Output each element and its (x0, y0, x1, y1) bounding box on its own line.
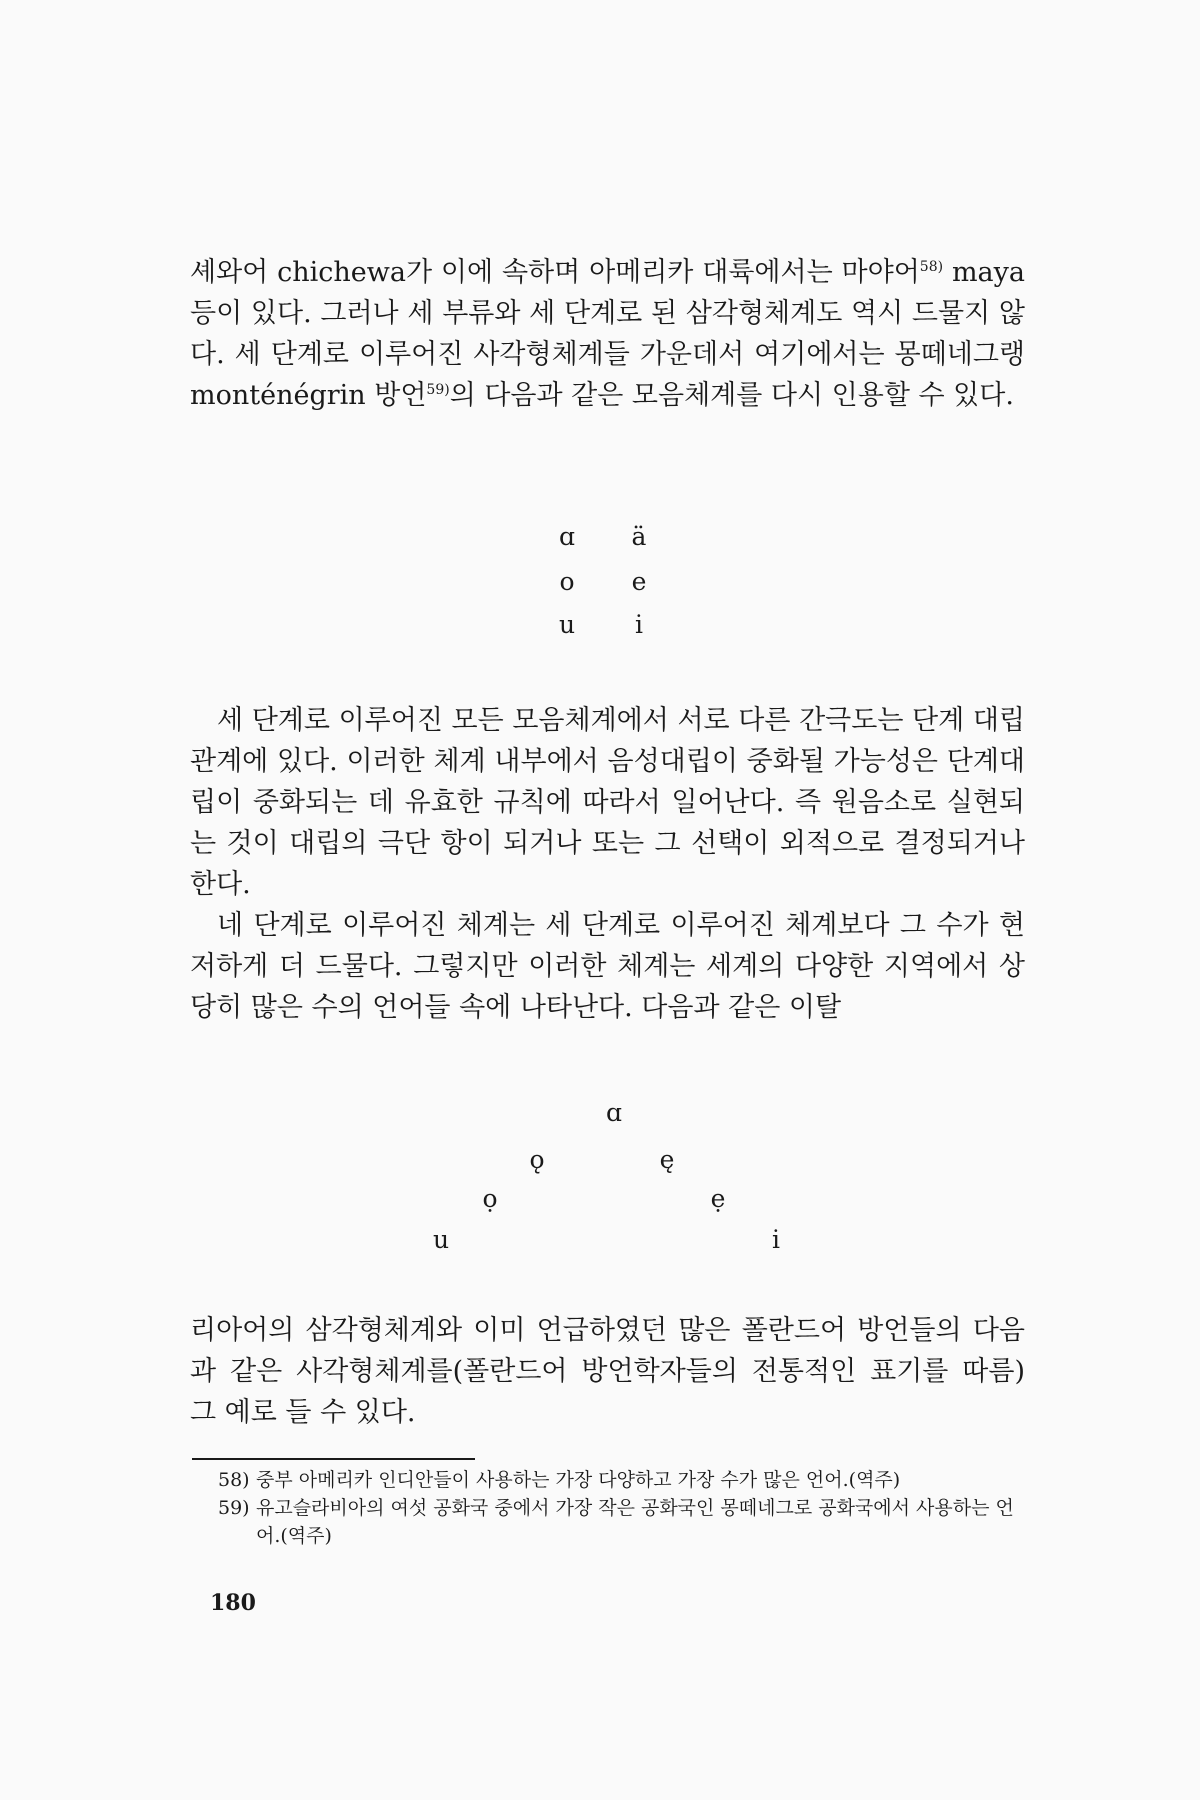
vowel-a-umlaut: ä (631, 522, 647, 551)
paragraph-3-text: 네 단계로 이루어진 체계는 세 단계로 이루어진 체계보다 그 수가 현저하게 더 드물다. 그렇지만 이러한 체계는 세계의 다양한 지역에서 상당히 많은 수의 언어들 속에 나타난다. 다음과 같은 이탈 (190, 910, 1025, 1023)
paragraph-4 (190, 1310, 1025, 1433)
footnote-text: 유고슬라비아의 여섯 공화국 중에서 가장 작은 공화국인 몽떼네그로 공화국에서 사용하는 언어.(역주) (256, 1497, 1014, 1547)
footnote-number: 58) (218, 1469, 250, 1491)
vowel-a: ɑ (558, 522, 575, 551)
page-number: 180 (210, 1590, 256, 1616)
paragraph-1-text-b: maya 등이 있다. 그러나 세 부류와 세 단계로 된 삼각형체계도 역시 드물지 않다. 세 단계로 이루어진 사각형체계들 가운데서 여기에서는 몽떼네그랭 monténégrin 방언 (190, 257, 1025, 411)
vowel-i: i (635, 610, 643, 639)
footnotes (218, 1466, 1028, 1550)
footnote-ref-59: 59) (426, 382, 450, 398)
vowel-close-e: ẹ (710, 1184, 726, 1213)
footnote-58 (218, 1466, 1028, 1494)
vowel-open-e: ę (659, 1145, 675, 1174)
vowel-close-o: ọ (482, 1184, 498, 1213)
vowel-u: u (432, 1225, 450, 1254)
paragraph-1 (190, 252, 1025, 416)
footnote-text: 중부 아메리카 인디안들이 사용하는 가장 다양하고 가장 수가 많은 언어.(역주) (256, 1469, 901, 1491)
paragraph-2 (190, 700, 1025, 1028)
footnote-number: 59) (218, 1497, 250, 1519)
vowel-a: ɑ (605, 1098, 622, 1127)
footnote-59 (218, 1494, 1028, 1550)
paragraph-1-text-c: 의 다음과 같은 모음체계를 다시 인용할 수 있다. (449, 380, 1014, 411)
vowel-e: e (631, 567, 647, 596)
vowel-o: o (559, 567, 575, 596)
paragraph-2-text: 세 단계로 이루어진 모든 모음체계에서 서로 다른 간극도는 단계 대립 관계에 있다. 이러한 체계 내부에서 음성대립이 중화될 가능성은 단계대립이 중화되는 데 유효한 규칙에 따라서 일어난다. 즉 원음소로 실현되는 것이 대립의 극단 항이 되거나 또는 그 선택이 외적으로 결정되거나 한다. (190, 705, 1025, 900)
paragraph-4-text: 리아어의 삼각형체계와 이미 언급하였던 많은 폴란드어 방언들의 다음과 같은 사각형체계를(폴란드어 방언학자들의 전통적인 표기를 따름) 그 예로 들 수 있다. (190, 1315, 1025, 1428)
vowel-i: i (772, 1225, 780, 1254)
vowel-open-o: ǫ (529, 1145, 545, 1174)
paragraph-1-text-a: 셰와어 chichewa가 이에 속하며 아메리카 대륙에서는 마야어 (190, 257, 920, 288)
footnote-ref-58: 58) (919, 259, 944, 275)
vowel-u: u (558, 610, 576, 639)
footnote-divider (192, 1458, 475, 1460)
